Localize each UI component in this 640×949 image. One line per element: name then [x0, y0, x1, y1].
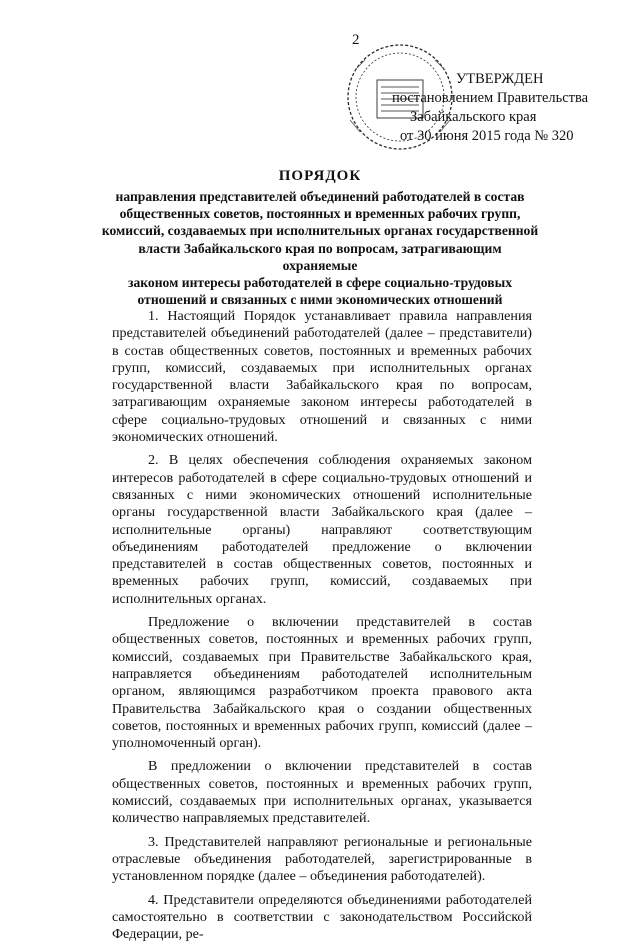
document-subtitle: [100, 188, 540, 308]
document-title-block: [100, 166, 540, 308]
subtitle-line: комиссий, создаваемых при исполнительных органах государственной: [101, 223, 539, 239]
paragraph-item-3: 3. Представителей направляют региональные и региональные отраслевые объединения работодателей, зарегистрированные в установленном порядке (далее – объединения работодателей).: [112, 833, 532, 885]
approval-line-region: Забайкальского края: [410, 109, 537, 125]
subtitle-line: законом интересы работодателей в сфере социально-трудовых: [128, 275, 512, 291]
approval-line-date: от 30 июня 2015 года № 320: [400, 128, 574, 144]
approval-line-approved: УТВЕРЖДЕН: [456, 71, 544, 87]
paragraph-item-2: 2. В целях обеспечения соблюдения охраняемых законом интересов работодателей в сфере социально-трудовых отношений и связанных с ними экономических отношений исполнительные органы государственной власти Забайкальского края (далее – исполнительные органы) направляют соответствующим объединениям работодателей предложение о включении представителей в состав общественных советов, постоянных и временных рабочих групп, комиссий, создаваемых при исполнительных органах.: [112, 452, 532, 607]
subtitle-line: власти Забайкальского края по вопросам, затрагивающим охраняемые: [138, 240, 502, 273]
subtitle-line: отношений и связанных с ними экономических отношений: [137, 292, 503, 308]
subtitle-line: общественных советов, постоянных и временных рабочих групп,: [119, 206, 521, 222]
paragraph-item-4: 4. Представители определяются объединениями работодателей самостоятельно в соответствии с законодательством Российской Федерации, ре-: [112, 891, 532, 943]
document-title: ПОРЯДОК: [278, 168, 362, 184]
approval-line-resolution: постановлением Правительства: [392, 90, 589, 106]
paragraph-item-1: 1. Настоящий Порядок устанавливает правила направления представителей объединений работодателей (далее – представители) в состав общественных советов, постоянных и временных рабочих групп, комиссий, создаваемых при исполнительных органах государственной власти Забайкальского края по вопросам, затрагивающим охраняемые законом интересы работодателей в сфере социально-трудовых отношений и связанных с ними экономических отношений.: [112, 308, 532, 446]
page-number: 2: [352, 32, 360, 48]
paragraph-proposal: Предложение о включении представителей в состав общественных советов, постоянных и временных рабочих групп, комиссий, создаваемых при Правительстве Забайкальского края, направляется объединениям работодателей исполнительным органом, являющимся разработчиком проекта правового акта Правительства Забайкальского края о создании общественных советов, постоянных и временных рабочих групп, комиссий (далее – уполномоченный орган).: [112, 614, 532, 752]
document-body: [112, 308, 532, 949]
subtitle-line: направления представителей объединений работодателей в состав: [115, 189, 525, 204]
paragraph-proposal-count: В предложении о включении представителей в состав общественных советов, постоянных и временных рабочих групп, комиссий, создаваемых при исполнительных органах, указывается количество направляемых представителей.: [112, 758, 532, 827]
approval-block: [392, 70, 588, 146]
